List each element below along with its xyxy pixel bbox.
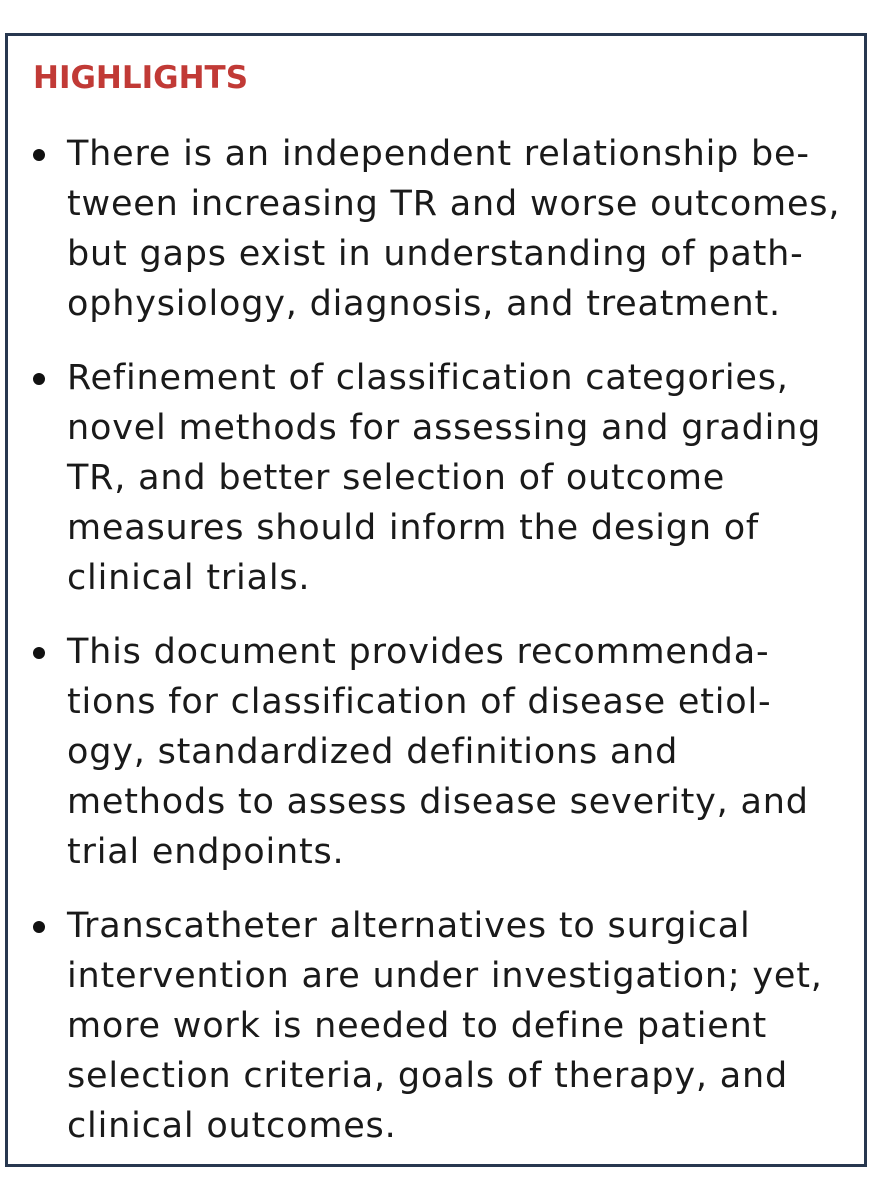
bullet-icon: [33, 921, 45, 933]
bullet-icon: [33, 373, 45, 385]
highlights-list: [31, 129, 861, 1175]
bullet-icon: [33, 149, 45, 161]
highlight-text: Transcatheter alternatives to surgical intervention are under investigation; yet, more work is needed to define patient selection criteria, goals of therapy, and clinical outcomes.: [67, 906, 823, 1146]
highlight-text: There is an independent relationship be- tween increasing TR and worse outcomes, but gaps exist in understanding of path- ophysiology, diagnosis, and treatment.: [67, 134, 841, 324]
highlight-item: [31, 901, 861, 1151]
highlight-text: Refinement of classification categories, novel methods for assessing and grading TR, and better selection of outcome measures should inform the design of clinical trials.: [67, 358, 822, 598]
highlights-box: [5, 33, 867, 1167]
highlight-item: [31, 353, 861, 603]
highlights-title: HIGHLIGHTS: [33, 60, 249, 96]
highlight-text: This document provides recommenda- tions for classification of disease etiol- ogy, standardized definitions and methods to assess disease severity, and trial endpoints.: [67, 632, 809, 872]
highlight-item: [31, 627, 861, 877]
bullet-icon: [33, 647, 45, 659]
highlight-item: [31, 129, 861, 329]
